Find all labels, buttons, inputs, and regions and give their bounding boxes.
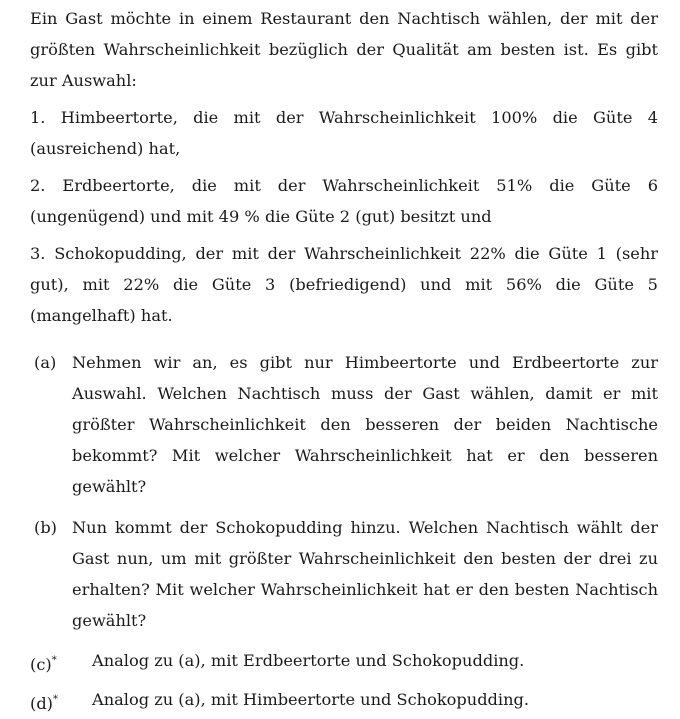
exercise-page: [30, 0, 658, 715]
option-chocolate-pudding: 3. Schokopudding, der mit der Wahrscheinlichkeit 22% die Güte 1 (sehr gut), mit 22% die Güte 3 (befriedigend) und mit 56% die Güte 5 (mangelhaft) hat.: [30, 244, 658, 325]
subtask-a-text: Nehmen wir an, es gibt nur Himbeertorte und Erdbeertorte zur Auswahl. Welchen Nachtisch muss der Gast wählen, damit er mit größter Wahrscheinlichkeit den besseren der beiden Nachtische bekommt? Mit welcher Wahrscheinlichkeit hat er den besseren gewählt?: [72, 353, 658, 496]
subtask-d-text: Analog zu (a), mit Himbeertorte und Schokopudding.: [92, 690, 530, 709]
intro-paragraph: Ein Gast möchte in einem Restaurant den Nachtisch wählen, der mit der größten Wahrscheinlichkeit bezüglich der Qualität am besten ist. Es gibt zur Auswahl:: [30, 9, 658, 90]
option-strawberry-tart: 2. Erdbeertorte, die mit der Wahrscheinlichkeit 51% die Güte 6 (ungenügend) und mit 49 % die Güte 2 (gut) besitzt und: [30, 176, 658, 226]
subtask-c-text: Analog zu (a), mit Erdbeertorte und Schokopudding.: [92, 651, 525, 670]
optional-star-mark: *: [51, 655, 57, 666]
subtask-a-label: (a): [34, 353, 57, 372]
optional-star-mark: *: [53, 694, 58, 705]
option-raspberry-tart: 1. Himbeertorte, die mit der Wahrscheinlichkeit 100% die Güte 4 (ausreichend) hat,: [30, 108, 658, 158]
subtask-b: [34, 512, 658, 636]
subtask-d: [30, 684, 658, 715]
subtask-a: [34, 347, 658, 502]
subtask-c-label: (c)*: [30, 655, 57, 674]
subtask-b-text: Nun kommt der Schokopudding hinzu. Welchen Nachtisch wählt der Gast nun, um mit größter Wahrscheinlichkeit den besten der drei zu erhalten? Mit welcher Wahrscheinlichkeit hat er den besten Nachtisch gewählt?: [72, 518, 658, 630]
subtask-b-label: (b): [34, 518, 57, 537]
subtask-c: [30, 645, 658, 676]
subtask-d-label: (d)*: [30, 694, 58, 713]
